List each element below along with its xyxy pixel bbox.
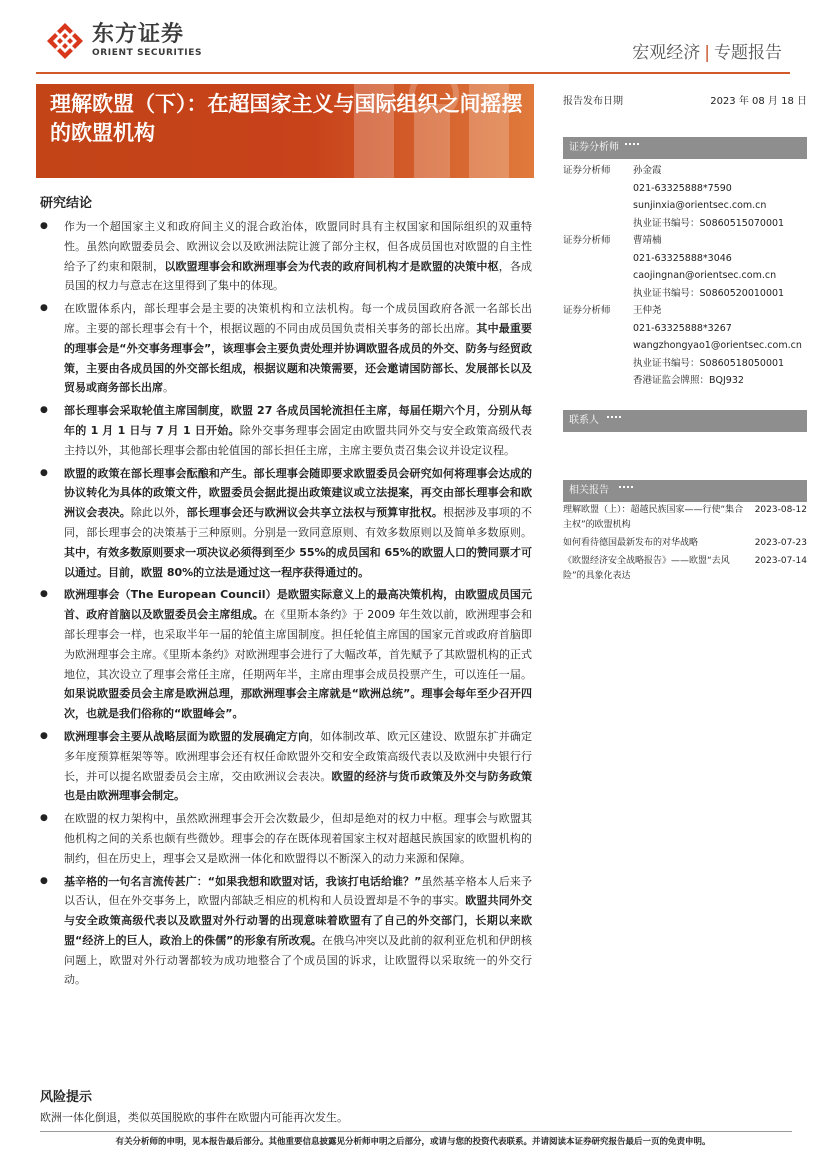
analyst-info-line: 王仲尧 [633,305,662,316]
page-header [0,0,826,78]
related-report-date: 2023-07-23 [754,538,807,548]
conclusion-bullet [40,401,532,460]
bullet-emphasis-text: 欧盟的经济与货币政策及外交与防务政策也是由欧洲理事会制定。 [64,769,533,803]
report-title: 理解欧盟（下）：在超国家主义与国际组织之间摇摆的欧盟机构 [50,92,523,145]
conclusion-list [40,217,532,990]
analyst-role: 证券分析师 [563,305,611,316]
analysts-header-label: 证券分析师 [569,142,619,153]
analyst-info-line: 孙金霞 [633,165,662,176]
risk-title: 风险提示 [40,1090,93,1105]
bullet-text: ，如体制改革、欧元区建设、欧盟东扩并确定多年度预算框架等等。欧洲理事会还有权任命欧盟外交和安全政策高级代表以及欧洲中央银行行长，并可以提名欧盟委员会主席，交由欧洲议会表决。 [64,729,532,783]
related-report-title[interactable]: 理解欧盟（上）：超越民族国家——行使“集合主权”的欧盟机构 [563,505,744,530]
main-content [40,192,532,993]
analyst-info-line: caojingnan@orientsec.com.cn [633,270,777,281]
risk-text: 欧洲一体化倒退，类似英国脱欧的事件在欧盟内可能再次发生。 [40,1111,348,1124]
analyst-entry [563,162,807,232]
brand-logo [46,22,202,60]
related-header [563,480,807,502]
analyst-info-line: 曹靖楠 [633,235,662,246]
analysts-header [563,137,807,159]
related-report-date: 2023-08-12 [754,505,807,515]
related-reports-list [563,503,807,587]
conclusion-bullet [40,872,532,991]
bullet-emphasis-text: 以欧盟理事会和欧洲理事会为代表的政府间机构才是欧盟的决策中枢 [164,259,499,273]
conclusion-bullet [40,299,532,398]
related-report-title[interactable]: 如何看待德国最新发布的对华战略 [563,538,699,548]
footer-disclaimer: 有关分析师的申明，见本报告最后部分。其他重要信息披露见分析师申明之后部分，或请与您的投资代表联系。并请阅读本证券研究报告最后一页的免责申明。 [115,1137,711,1147]
contacts-header-label: 联系人 [569,415,599,426]
analyst-role: 证券分析师 [563,235,611,246]
conclusion-bullet [40,217,532,296]
bullet-text: 在俄乌冲突以及此前的叙利亚危机和伊朗核问题上，欧盟对外行动署都较为成功地整合了个成员国的诉求，让欧盟得以采取统一的外交行动。 [64,933,532,987]
footer-divider [40,1131,792,1132]
report-date [563,92,807,107]
bullet-text: ，各成员国的权力与意志在这里得到了集中的体现。 [64,259,533,293]
analyst-info-line: 执业证书编号：S0860518050001 [633,357,785,369]
conclusion-bullet [40,585,532,724]
bullet-text: 在欧盟体系内，部长理事会是主要的决策机构和立法机构。每一个成员国政府各派一名部长出席。主要的部长理事会有十个，根据议题的不同由成员国负责相关事务的部长出席。 [64,302,532,335]
bullet-text: 在《里斯本条约》于 2009 年生效以前，欧洲理事会和部长理事会一样，也采取半年一届的轮值主席国制度。担任轮值主席国的国家元首或政府首脑即为欧洲理事会主席。《里斯本条约》对欧洲理事会进行了大幅改革，首先赋予了其欧盟机构的正式地位，其次设立了理事会常任主席，任期两年半，主席由理事会成员投票产生，可以连任一届。 [64,608,532,681]
date-value: 2023 年 08 月 18 日 [710,96,807,107]
conclusion-bullet [40,809,532,868]
bullet-emphasis-text: 欧盟共同外交与安全政策高级代表以及欧盟对外行动署的出现意味着欧盟有了自己的外交部门，长期以来欧盟“经济上的巨人，政治上的侏儒”的形象有所改观。 [64,894,532,947]
related-report-item[interactable] [563,554,807,584]
bullet-text: 。 [163,381,174,395]
related-header-label: 相关报告 [569,485,609,496]
bullet-text: 虽然基辛格本人后来予以否认，但在外交事务上，欧盟内部缺乏相应的机构和人员设置却是不争的事实。 [64,874,532,908]
brand-name-cn: 东方证券 [92,22,185,47]
title-banner [36,84,534,178]
bullet-text: 作为一个超国家主义和政府间主义的混合政治体，欧盟同时具有主权国家和国际组织的双重特性。虽然向欧盟委员会、欧洲议会以及欧洲法院让渡了部分主权，但各成员国也对欧盟的自主性给予了约束和限制， [64,220,532,273]
analyst-role: 证券分析师 [563,165,611,176]
analyst-list [563,162,807,390]
date-label: 报告发布日期 [563,96,623,107]
header-dots-icon [607,416,621,418]
analyst-entry [563,232,807,302]
bullet-emphasis-text: 部长理事会还与欧洲议会共享立法权与预算审批权。 [186,506,443,520]
analyst-info-line: 执业证书编号：S0860515070001 [633,217,785,229]
analyst-info-line: 香港证监会牌照：BQJ932 [633,375,744,386]
report-type-label: 专题报告 [714,43,782,63]
related-report-item[interactable] [563,503,807,533]
bullet-text: 在欧盟的权力架构中，虽然欧洲理事会开会次数最少，但却是绝对的权力中枢。理事会与欧盟其他机构之间的关系也颇有些微妙。理事会的存在既体现着国家主权对超越民族国家的欧盟机构的制约，但在历史上，理事会又是欧洲一体化和欧盟得以不断深入的动力来源和保障。 [64,812,532,865]
analyst-info-line: 执业证书编号：S0860520010001 [633,287,785,299]
analyst-info-line: 021-63325888*3046 [633,252,732,264]
header-dots-icon [625,143,639,145]
contacts-header [563,410,807,432]
analyst-entry [563,302,807,390]
bullet-emphasis-text: 基辛格的一句名言流传甚广：“如果我想和欧盟对话，我该打电话给谁？” [64,874,422,888]
bullet-emphasis-text: 如果说欧盟委员会主席是欧洲总理，那欧洲理事会主席就是“欧洲总统”。理事会每年至少召开四次，也就是我们俗称的“欧盟峰会”。 [64,687,532,721]
category-label: 宏观经济 [632,43,701,63]
bullet-text: 除此以外， [130,506,187,520]
bullet-emphasis-text: 欧洲理事会主要从战略层面为欧盟的发展确定方向 [64,729,310,743]
analyst-info-line: 021-63325888*3267 [633,322,732,334]
bullet-text: 除外交事务理事会固定由欧盟共同外交与安全政策高级代表主持以外，其他部长理事会都由轮值国的部长担任主席，主席主要负责召集会议并设定议程。 [64,423,532,457]
analyst-info-line: 021-63325888*7590 [633,182,732,194]
bullet-emphasis-text: 欧洲理事会（The European Council）是欧盟实际意义上的最高决策机构，由欧盟成员国元首、政府首脑以及欧盟委员会主席组成。 [64,588,532,622]
report-category [632,38,782,63]
related-report-title[interactable]: 《欧盟经济安全战略报告》——欧盟“去风险”的具象化表达 [563,556,730,581]
brand-name-en: ORIENT SECURITIES [92,48,203,58]
header-divider [36,72,790,74]
bullet-emphasis-text: 其中，有效多数原则要求一项决议必须得到至少 55%的成员国和 65%的欧盟人口的赞同票才可以通过。目前，欧盟 80%的立法是通过这一程序获得通过的。 [64,545,532,579]
bullet-emphasis-text: 欧盟的政策在部长理事会酝酿和产生。部长理事会随即要求欧盟委员会研究如何将理事会达成的协议转化为具体的政策文件，欧盟委员会据此提出政策建议或立法提案，再交由部长理事会和欧洲议会表决。 [64,466,532,520]
bullet-emphasis-text: 其中最重要的理事会是“外交事务理事会”，该理事会主要负责处理并协调欧盟各成员的外交、防务与经贸政策，主要由各成员国的外交部长组成，根据议题和决策需要，还会邀请国防部长、发展部长以及贸易或商务部长出席 [64,321,533,395]
conclusion-bullet [40,464,532,583]
analyst-info-line: sunjinxia@orientsec.com.cn [633,200,767,211]
section-title: 研究结论 [40,196,93,211]
risk-section [40,1086,532,1127]
related-report-date: 2023-07-14 [754,556,807,566]
header-dots-icon [619,486,633,488]
analyst-info-line: wangzhongyao1@orientsec.com.cn [633,340,802,351]
category-separator: | [704,43,710,63]
brand-logo-icon [46,22,84,60]
bullet-text: 根据涉及事项的不同，部长理事会的决策基于三种原则。分别是一致同意原则、有效多数原则以及简单多数原则。 [64,506,533,539]
related-report-item[interactable] [563,536,807,551]
bullet-emphasis-text: 部长理事会采取轮值主席国制度，欧盟 27 各成员国轮流担任主席，每届任期六个月，分别从每年的 1 月 1 日与 7 月 1 日开始。 [64,404,532,437]
conclusion-bullet [40,727,532,806]
